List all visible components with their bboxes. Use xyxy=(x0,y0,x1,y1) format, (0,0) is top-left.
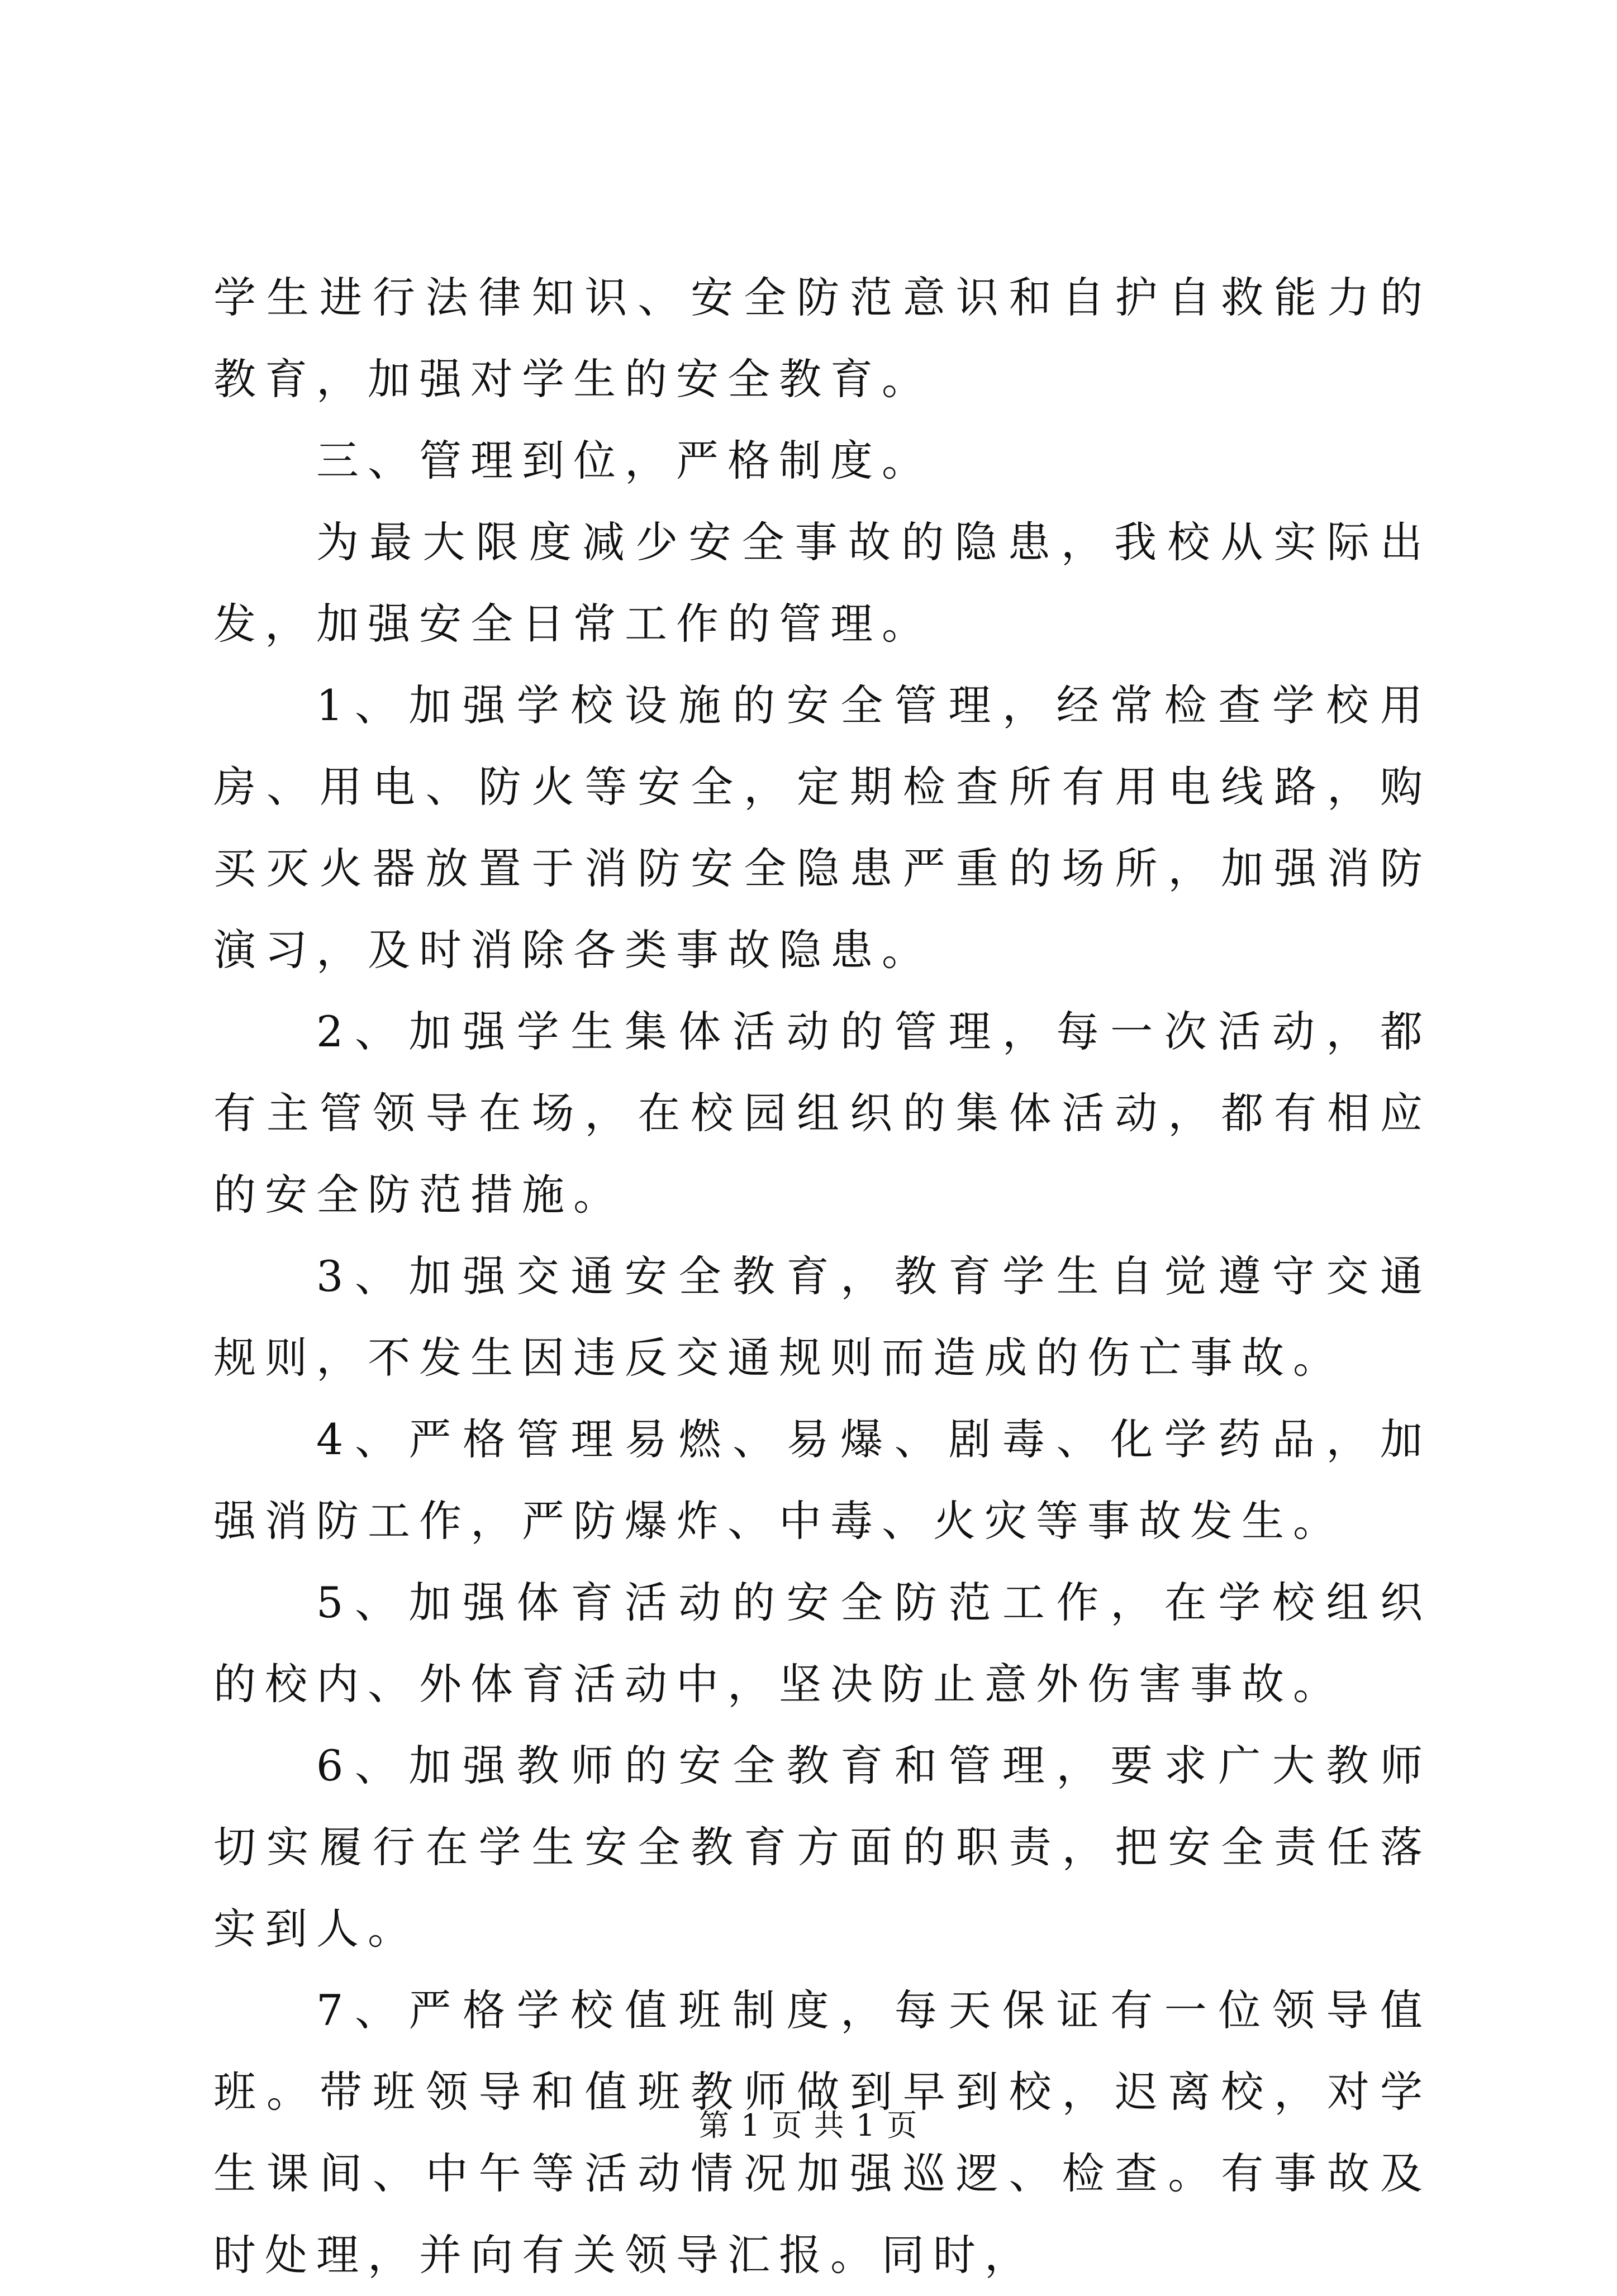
paragraph-4: 1、加强学校设施的安全管理，经常检查学校用房、用电、防火等安全，定期检查所有用电线路，购买灭火器放置于消防安全隐患严重的场所，加强消防演习，及时消除各类事故隐患。 xyxy=(213,680,1431,975)
paragraph-1: 学生进行法律知识、安全防范意识和自护自救能力的教育，加强对学生的安全教育。 xyxy=(213,273,1431,404)
paragraph-2: 三、管理到位，严格制度。 xyxy=(316,436,933,485)
paragraph-5: 2、加强学生集体活动的管理，每一次活动，都有主管领导在场，在校园组织的集体活动，都有相应的安全防范措施。 xyxy=(213,1007,1431,1220)
paragraph-3: 为最大限度减少安全事故的隐患，我校从实际出发，加强安全日常工作的管理。 xyxy=(213,517,1431,649)
paragraph-6: 3、加强交通安全教育，教育学生自觉遵守交通规则，不发生因违反交通规则而造成的伤亡事故。 xyxy=(213,1251,1431,1383)
paragraph-9: 6、加强教师的安全教育和管理，要求广大教师切实履行在学生安全教育方面的职责，把安全责任落实到人。 xyxy=(213,1741,1431,1954)
paragraph-8: 5、加强体育活动的安全防范工作，在学校组织的校内、外体育活动中，坚决防止意外伤害事故。 xyxy=(213,1578,1431,1709)
document-body xyxy=(213,257,1431,2296)
paragraph-10: 7、严格学校值班制度，每天保证有一位领导值班。带班领导和值班教师做到早到校，迟离校，对学生课间、中午等活动情况加强巡逻、检查。有事故及时处理，并向有关领导汇报。同时， xyxy=(213,1985,1431,2280)
paragraph-7: 4、严格管理易燃、易爆、剧毒、化学药品，加强消防工作，严防爆炸、中毒、火灾等事故发生。 xyxy=(213,1414,1431,1546)
page-footer: 第 1 页 共 1 页 xyxy=(698,2108,919,2143)
